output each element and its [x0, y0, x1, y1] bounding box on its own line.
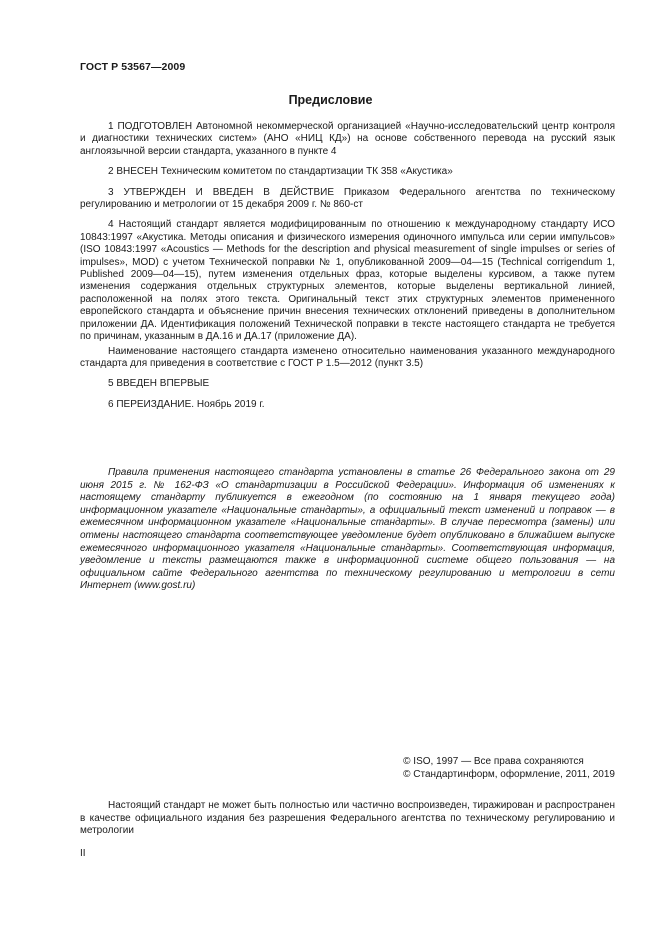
page-number: II [80, 848, 86, 859]
paragraph-name-change: Наименование настоящего стандарта изменено относительно наименования указанного международного стандарта для приведения в соответствие с ГОСТ Р 1.5—2012 (пункт 3.5) [80, 345, 615, 369]
standard-code-header: ГОСТ Р 53567—2009 [80, 61, 186, 73]
copyright-block [403, 755, 615, 781]
paragraph-approved: 3 УТВЕРЖДЕН И ВВЕДЕН В ДЕЙСТВИЕ Приказом Федерального агентства по техническому регулированию и метрологии от 15 декабря 2009 г. № 860-ст [80, 186, 615, 211]
paragraph-first-introduced: 5 ВВЕДЕН ВПЕРВЫЕ [108, 378, 210, 390]
page-title: Предисловие [288, 93, 373, 107]
paragraph-prepared-by: 1 ПОДГОТОВЛЕН Автономной некоммерческой организацией «Научно-исследовательский центр контроля и диагностики технических систем» (АНО «НИЦ КД») на основе собственного перевода на русский язык англоязычной версии стандарта, указанного в пункте 4 [80, 121, 615, 157]
copyright-iso: © ISO, 1997 — Все права сохраняются [403, 756, 584, 767]
foreword-body [80, 121, 615, 411]
paragraph-introduced-by: 2 ВНЕСЕН Техническим комитетом по стандартизации ТК 358 «Акустика» [108, 166, 453, 178]
copyright-standartinform: © Стандартинформ, оформление, 2011, 2019 [403, 769, 615, 780]
reproduction-notice: Настоящий стандарт не может быть полностью или частично воспроизведен, тиражирован и распространен в качестве официального издания без разрешения Федерального агентства по техническому регулированию и метрологии [80, 800, 615, 837]
paragraph-modification: 4 Настоящий стандарт является модифицированным по отношению к международному стандарту ИСО 10843:1997 «Акустика. Методы описания и физического измерения одиночного импульса или серии импульсов» (ISO 10843:1997 «Acoustics — Methods for the description and physical measurement of single impulses or series of impulses», MOD) с учетом Технической поправки № 1, опубликованной 2009—04—15 (Technical corrigendum 1, Published 2009—04—15), путем изменения отдельных фраз, которые выделены курсивом, а также путем изменения содержания отдельных структурных элементов, которые выделены вертикальной линией, расположенной на полях этого текста. Оригинальный текст этих структурных элементов примененного европейского стандарта и объяснение причин внесения технических отклонений приведены в дополнительном приложении ДА. Идентификация положений Технической поправки в тексте настоящего стандарта не требуется по причинам, указанным в ДА.16 и ДА.17 (приложение ДА). [80, 219, 615, 343]
legal-notice: Правила применения настоящего стандарта установлены в статье 26 Федерального закона от 29 июня 2015 г. № 162-ФЗ «О стандартизации в Российской Федерации». Информация об изменениях к настоящему стандарту публикуется в ежегодном (по состоянию на 1 января текущего года) информационном указателе «Национальные стандарты», а официальный текст изменений и поправок — в ежемесячном информационном указателе «Национальные стандарты». В случае пересмотра (замены) или отмены настоящего стандарта соответствующее уведомление будет опубликовано в ближайшем выпуске ежемесячного информационного указателя «Национальные стандарты». Соответствующая информация, уведомление и тексты размещаются также в информационной системе общего пользования — на официальном сайте Федерального агентства по техническому регулированию и метрологии в сети Интернет (www.gost.ru) [80, 467, 615, 592]
paragraph-reissue: 6 ПЕРЕИЗДАНИЕ. Ноябрь 2019 г. [108, 398, 265, 410]
